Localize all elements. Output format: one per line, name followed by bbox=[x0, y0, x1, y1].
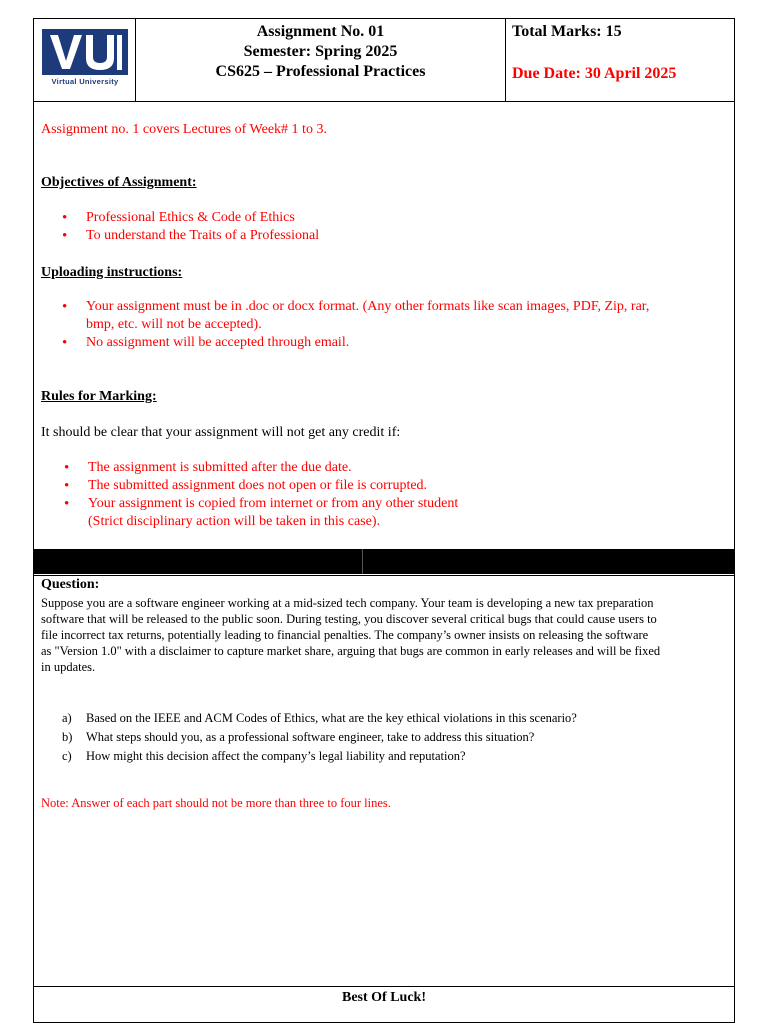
vu-logo bbox=[42, 29, 128, 87]
coverage-note: Assignment no. 1 covers Lectures of Week# 1 to 3. bbox=[41, 122, 327, 137]
divider bbox=[34, 986, 734, 987]
list-item: b) What steps should you, as a professional software engineer, take to address this situation? bbox=[62, 730, 535, 744]
bullet-icon: • bbox=[62, 210, 68, 226]
question-parts bbox=[62, 709, 577, 766]
bullet-icon: • bbox=[64, 478, 70, 494]
list-item: • Your assignment is copied from internet or from any other student (Strict disciplinary action will be taken in this case). bbox=[64, 496, 459, 529]
section-bar bbox=[34, 549, 734, 574]
total-marks: Total Marks: 15 bbox=[512, 23, 622, 40]
list-item: a) Based on the IEEE and ACM Codes of Ethics, what are the key ethical violations in this scenario? bbox=[62, 711, 577, 725]
logo-cell bbox=[34, 19, 136, 101]
list-item: • The assignment is submitted after the due date. bbox=[64, 460, 352, 476]
divider bbox=[34, 575, 734, 576]
bar-divider bbox=[362, 549, 363, 574]
due-date: Due Date: 30 April 2025 bbox=[512, 65, 677, 82]
header-table bbox=[34, 19, 734, 102]
marking-intro: It should be clear that your assignment will not get any credit if: bbox=[41, 425, 401, 440]
marking-list bbox=[64, 459, 458, 531]
marking-heading: Rules for Marking: bbox=[41, 389, 157, 404]
bullet-icon: • bbox=[64, 496, 70, 512]
vu-logo-mark-icon bbox=[42, 29, 128, 75]
uploading-heading: Uploading instructions: bbox=[41, 265, 183, 280]
marks-cell bbox=[506, 19, 734, 101]
assignment-number: Assignment No. 01 bbox=[256, 23, 385, 40]
bullet-icon: • bbox=[62, 228, 68, 244]
bullet-icon: • bbox=[62, 299, 68, 315]
list-item: • Your assignment must be in .doc or docx format. (Any other formats like scan images, PDF, Zip, rar, bmp, etc. will not be accepted). bbox=[62, 299, 650, 332]
list-item: • Professional Ethics & Code of Ethics bbox=[62, 210, 295, 226]
list-item: • The submitted assignment does not open or file is corrupted. bbox=[64, 478, 428, 494]
bullet-icon: • bbox=[64, 460, 70, 476]
logo-caption: Virtual University bbox=[51, 77, 119, 86]
question-title: Question: bbox=[41, 577, 100, 592]
objectives-heading: Objectives of Assignment: bbox=[41, 175, 197, 190]
objectives-list bbox=[62, 209, 319, 245]
bullet-icon: • bbox=[62, 335, 68, 351]
answer-length-note: Note: Answer of each part should not be more than three to four lines. bbox=[41, 796, 391, 810]
closing-message: Best Of Luck! bbox=[342, 990, 426, 1005]
title-cell bbox=[136, 19, 506, 101]
list-item: • To understand the Traits of a Professional bbox=[62, 228, 320, 244]
course-title: CS625 – Professional Practices bbox=[215, 63, 426, 80]
document-page bbox=[33, 18, 735, 1023]
question-scenario: Suppose you are a software engineer working at a mid-sized tech company. Your team is developing a new tax preparation software that will be released to the public soon. During testing, you discover several critical bugs that could cause users to file incorrect tax returns, potentially leading to financial penalties. The company’s owner insists on releasing the software as "Version 1.0" with a disclaimer to capture market share, arguing that bugs are common in early releases and will be fixed in updates. bbox=[41, 596, 661, 674]
list-item: c) How might this decision affect the company’s legal liability and reputation? bbox=[62, 749, 466, 763]
uploading-list bbox=[62, 298, 649, 352]
semester: Semester: Spring 2025 bbox=[243, 43, 398, 60]
list-item: • No assignment will be accepted through email. bbox=[62, 335, 350, 351]
